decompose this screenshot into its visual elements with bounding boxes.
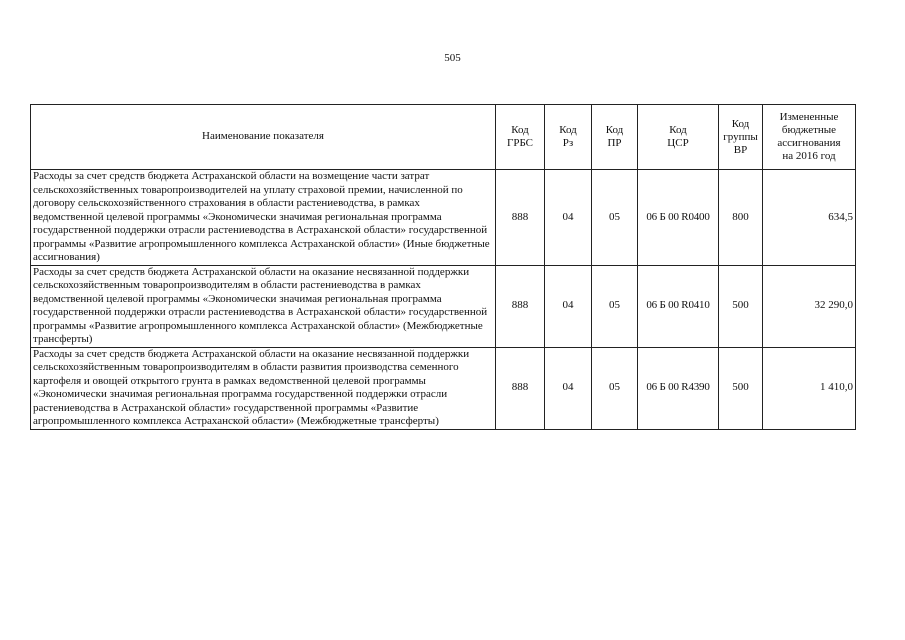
row-pr: 05 [592, 265, 638, 347]
header-amount-line-1: Измененные [779, 111, 839, 123]
header-vr-line-3: ВР [733, 143, 748, 156]
header-amount-line-3: ассигнования [777, 137, 841, 149]
row-grbs: 888 [496, 170, 545, 266]
row-grbs: 888 [496, 265, 545, 347]
budget-table [30, 104, 856, 430]
header-amount-line-2: бюджетные [781, 124, 837, 136]
header-rz-line-2: Рз [562, 137, 574, 149]
row-csr: 06 Б 00 R4390 [638, 347, 719, 429]
table-header-row [31, 105, 856, 170]
row-amount: 1 410,0 [763, 347, 856, 429]
row-name: Расходы за счет средств бюджета Астраханской области на оказание несвязанной поддержки сельскохозяйственным товаропроизводителям в области развития производства семенного картофеля и овощей открытого грунта в рамках ведомственной целевой программы «Экономически значимая региональная программа государственной поддержки отрасли растениеводства в Астраханской области» государственной программы «Развитие агропромышленного комплекса Астраханской области» (Межбюджетные трансферты) [31, 347, 496, 429]
page-number: 505 [444, 52, 461, 64]
row-rz: 04 [545, 265, 592, 347]
row-vr: 800 [719, 170, 763, 266]
header-grbs [496, 105, 545, 170]
header-vr-line-1: Код [731, 117, 750, 130]
header-grbs-line-1: Код [511, 124, 529, 136]
row-vr: 500 [719, 265, 763, 347]
header-vr-line-2: группы [723, 130, 758, 143]
table-row [31, 170, 856, 266]
header-pr [592, 105, 638, 170]
row-csr: 06 Б 00 R0400 [638, 170, 719, 266]
header-amount [763, 105, 856, 170]
row-vr: 500 [719, 347, 763, 429]
row-rz: 04 [545, 170, 592, 266]
row-name: Расходы за счет средств бюджета Астраханской области на оказание несвязанной поддержки сельскохозяйственным товаропроизводителям в области растениеводства в рамках ведомственной целевой программы «Экономически значимая региональная программа государственной поддержки отрасли растениеводства в Астраханской области» государственной программы «Развитие агропромышленного комплекса Астраханской области» (Межбюджетные трансферты) [31, 265, 496, 347]
header-pr-line-1: Код [605, 124, 624, 136]
row-grbs: 888 [496, 347, 545, 429]
row-amount: 32 290,0 [763, 265, 856, 347]
header-amount-line-4: на 2016 год [782, 150, 836, 162]
row-pr: 05 [592, 170, 638, 266]
row-amount: 634,5 [763, 170, 856, 266]
header-csr [638, 105, 719, 170]
row-csr: 06 Б 00 R0410 [638, 265, 719, 347]
row-pr: 05 [592, 347, 638, 429]
header-csr-line-2: ЦСР [667, 137, 689, 149]
header-vr [719, 105, 763, 170]
row-rz: 04 [545, 347, 592, 429]
header-rz-line-1: Код [559, 124, 577, 136]
header-pr-line-2: ПР [607, 137, 622, 149]
table-row [31, 265, 856, 347]
header-csr-line-1: Код [669, 124, 687, 136]
table-row [31, 347, 856, 429]
row-name: Расходы за счет средств бюджета Астраханской области на возмещение части затрат сельскохозяйственных товаропроизводителей на уплату страховой премии, начисленной по договору сельскохозяйственного страхования в области растениеводства, в рамках ведомственной целевой программы «Экономически значимая региональная программа государственной поддержки отрасли растениеводства в Астраханской области» государственной программы «Развитие агропромышленного комплекса Астраханской области» (Иные бюджетные ассигнования) [31, 170, 496, 266]
header-rz [545, 105, 592, 170]
header-grbs-line-2: ГРБС [506, 137, 534, 149]
header-name: Наименование показателя [31, 105, 496, 170]
